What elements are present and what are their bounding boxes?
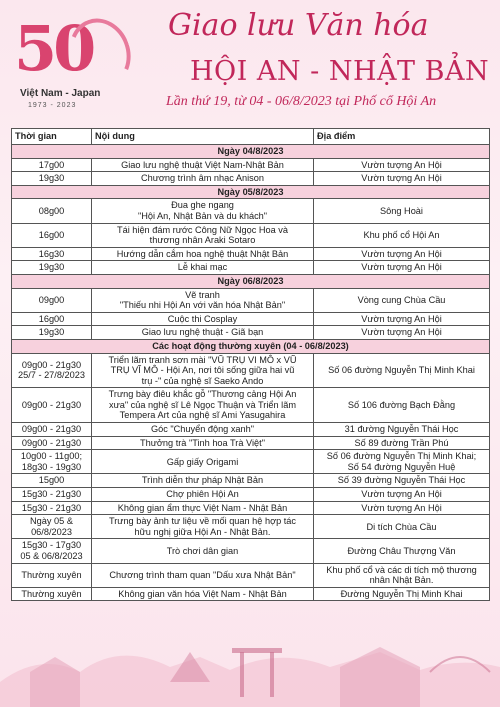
cell-content: Giao lưu nghệ thuật Việt Nam-Nhật Bản	[92, 158, 314, 172]
cell-location: Đường Nguyễn Thị Minh Khai	[314, 587, 490, 601]
cell-time: 15g30 - 17g30 05 & 06/8/2023	[12, 539, 92, 563]
cell-time: 16g00	[12, 223, 92, 247]
cell-content: Cuộc thi Cosplay	[92, 312, 314, 326]
cell-location: Vườn tượng An Hội	[314, 261, 490, 275]
schedule-table	[11, 128, 490, 601]
table-row	[12, 199, 490, 223]
cell-time: 09g00 - 21g30	[12, 436, 92, 450]
cell-location: Vườn tượng An Hội	[314, 158, 490, 172]
cell-location: 31 đường Nguyễn Thái Học	[314, 423, 490, 437]
logo-years: 1973 - 2023	[28, 102, 77, 109]
cell-location: Vườn tượng An Hội	[314, 326, 490, 340]
cell-location: Khu phố cổ Hội An	[314, 223, 490, 247]
table-row	[12, 326, 490, 340]
table-row	[12, 388, 490, 423]
day-header-row	[12, 145, 490, 159]
cell-location: Vòng cung Chùa Cầu	[314, 288, 490, 312]
table-row	[12, 223, 490, 247]
table-row	[12, 172, 490, 186]
cell-content: Chương trình âm nhạc Anison	[92, 172, 314, 186]
day-label: Ngày 05/8/2023	[12, 185, 490, 199]
header-location: Địa điểm	[314, 129, 490, 145]
page-title: HỘI AN - NHẬT BẢN	[190, 56, 490, 87]
day-header-row	[12, 185, 490, 199]
cell-content: Đua ghe ngang "Hội An, Nhật Bản và du khách"	[92, 199, 314, 223]
cell-location: Di tích Chùa Cầu	[314, 515, 490, 539]
cell-content: Gấp giấy Origami	[92, 450, 314, 474]
table-row	[12, 353, 490, 388]
header-time: Thời gian	[12, 129, 92, 145]
cell-content: Thưởng trà "Tinh hoa Trà Việt"	[92, 436, 314, 450]
cell-location: Vườn tượng An Hội	[314, 247, 490, 261]
table-row	[12, 158, 490, 172]
cell-content: Không gian văn hóa Việt Nam - Nhật Bản	[92, 587, 314, 601]
cell-content: Trình diễn thư pháp Nhật Bản	[92, 474, 314, 488]
cell-time: 15g30 - 21g30	[12, 488, 92, 502]
day-label: Ngày 06/8/2023	[12, 274, 490, 288]
cell-time: Ngày 05 & 06/8/2023	[12, 515, 92, 539]
cell-time: 19g30	[12, 172, 92, 186]
cell-content: Giao lưu nghệ thuật - Giã bạn	[92, 326, 314, 340]
cell-content: Chương trình tham quan "Dấu xưa Nhật Bản"	[92, 563, 314, 587]
cell-time: 17g00	[12, 158, 92, 172]
cell-location: Số 06 đường Nguyễn Thị Minh Khai; Số 54 đường Nguyễn Huệ	[314, 450, 490, 474]
cell-time: 10g00 - 11g00; 18g30 - 19g30	[12, 450, 92, 474]
cell-location: Số 39 đường Nguyễn Thái Học	[314, 474, 490, 488]
cell-content: Trưng bày điêu khắc gỗ "Thương cảng Hội An xưa" của nghệ sĩ Lê Ngọc Thuận và Triển lãm Tempera Art của nghệ sĩ Ami Yasugahira	[92, 388, 314, 423]
cell-time: 09g00 - 21g30 25/7 - 27/8/2023	[12, 353, 92, 388]
cell-location: Khu phố cổ và các di tích mộ thương nhân Nhật Bản.	[314, 563, 490, 587]
cell-location: Số 06 đường Nguyễn Thị Minh Khai	[314, 353, 490, 388]
cell-content: Tái hiện đám rước Công Nữ Ngọc Hoa và thương nhân Araki Sotaro	[92, 223, 314, 247]
table-row	[12, 474, 490, 488]
page-header	[0, 0, 500, 122]
cell-location: Số 106 đường Bạch Đằng	[314, 388, 490, 423]
cell-time: Thường xuyên	[12, 563, 92, 587]
cell-content: Trưng bày ảnh tư liệu về mối quan hệ hợp tác hữu nghị giữa Hội An - Nhật Bản.	[92, 515, 314, 539]
logo-number: 50	[14, 12, 93, 85]
table-row	[12, 587, 490, 601]
cell-location: Đường Châu Thượng Văn	[314, 539, 490, 563]
table-row	[12, 247, 490, 261]
cell-content: Góc "Chuyển động xanh"	[92, 423, 314, 437]
cell-location: Sông Hoài	[314, 199, 490, 223]
cell-content: Chợ phiên Hội An	[92, 488, 314, 502]
table-row	[12, 515, 490, 539]
cell-time: 19g30	[12, 261, 92, 275]
cell-location: Vườn tượng An Hội	[314, 501, 490, 515]
cell-content: Không gian ẩm thực Việt Nam - Nhật Bản	[92, 501, 314, 515]
hoi-an-skyline-illustration	[0, 612, 500, 707]
cell-content: Lễ khai mạc	[92, 261, 314, 275]
day-label: Các hoạt động thường xuyên (04 - 06/8/2023)	[12, 339, 490, 353]
cell-content: Triển lãm tranh sơn mài "VŨ TRỤ VI MÔ x VŨ TRỤ VĨ MÔ - Hội An, nơi tôi sống giữa hai vũ trụ -" của nghệ sĩ Saeko Ando	[92, 353, 314, 388]
table-body	[12, 145, 490, 601]
cell-location: Số 89 đường Trần Phú	[314, 436, 490, 450]
cell-time: 16g00	[12, 312, 92, 326]
table-row	[12, 261, 490, 275]
table-row	[12, 450, 490, 474]
day-header-row	[12, 339, 490, 353]
cell-time: 09g00	[12, 288, 92, 312]
cell-time: 15g00	[12, 474, 92, 488]
cell-content: Vẽ tranh "Thiếu nhi Hội An với văn hóa Nhật Bản"	[92, 288, 314, 312]
cell-location: Vườn tượng An Hội	[314, 488, 490, 502]
header-content: Nội dung	[92, 129, 314, 145]
table-row	[12, 288, 490, 312]
cell-time: 19g30	[12, 326, 92, 340]
table-row	[12, 488, 490, 502]
cell-time: 15g30 - 21g30	[12, 501, 92, 515]
table-header-row	[12, 129, 490, 145]
table-row	[12, 423, 490, 437]
schedule-table-wrapper	[11, 128, 489, 601]
cell-location: Vườn tượng An Hội	[314, 312, 490, 326]
cell-time: Thường xuyên	[12, 587, 92, 601]
anniversary-logo	[14, 14, 124, 114]
cell-time: 09g00 - 21g30	[12, 388, 92, 423]
table-row	[12, 539, 490, 563]
table-row	[12, 436, 490, 450]
day-header-row	[12, 274, 490, 288]
cell-time: 09g00 - 21g30	[12, 423, 92, 437]
cell-location: Vườn tượng An Hội	[314, 172, 490, 186]
title-script: Giao lưu Văn hóa	[168, 8, 429, 43]
cell-content: Trò chơi dân gian	[92, 539, 314, 563]
cell-content: Hướng dẫn cắm hoa nghệ thuật Nhật Bản	[92, 247, 314, 261]
cell-time: 08g00	[12, 199, 92, 223]
cell-time: 16g30	[12, 247, 92, 261]
table-row	[12, 563, 490, 587]
page-subtitle: Lần thứ 19, từ 04 - 06/8/2023 tại Phố cổ Hội An	[166, 94, 437, 109]
table-row	[12, 501, 490, 515]
logo-label: Việt Nam - Japan	[20, 88, 101, 99]
day-label: Ngày 04/8/2023	[12, 145, 490, 159]
table-row	[12, 312, 490, 326]
